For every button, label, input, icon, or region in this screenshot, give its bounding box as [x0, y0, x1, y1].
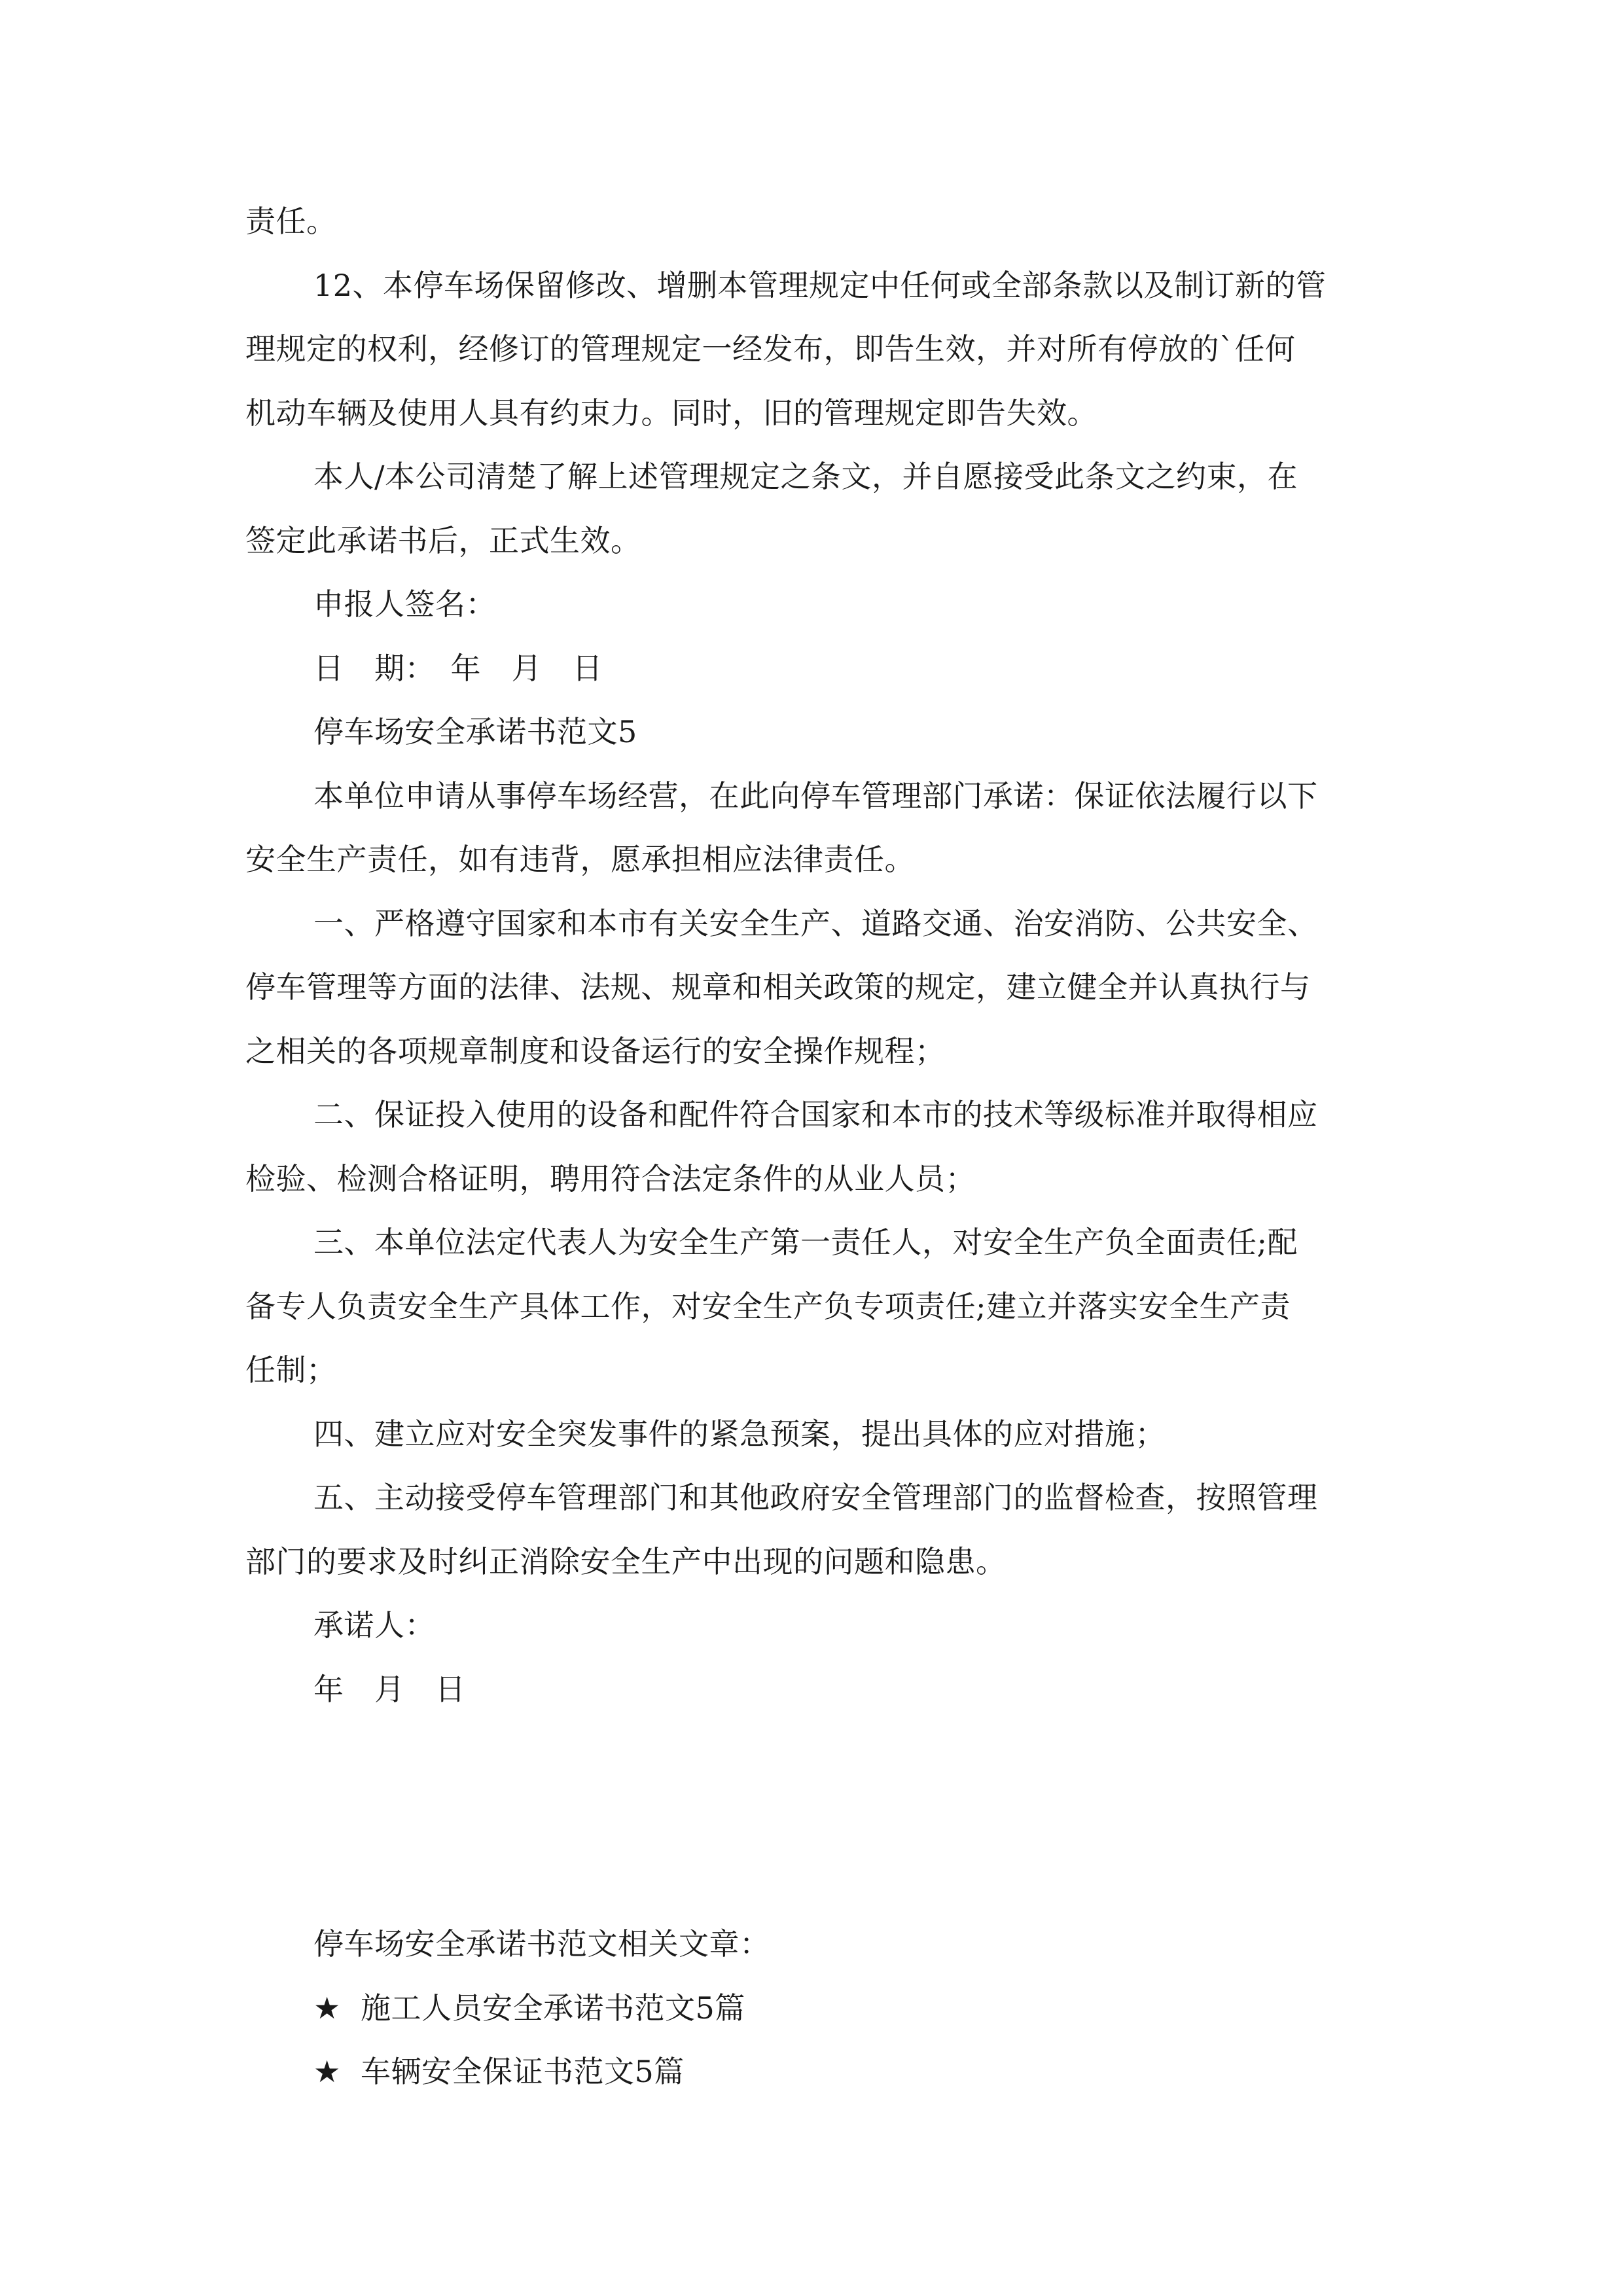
- text-line: 任制；: [245, 1352, 337, 1388]
- related-link-label[interactable]: 车辆安全保证书范文5篇: [361, 2054, 685, 2089]
- text-line: 检验、检测合格证明，聘用符合法定条件的从业人员；: [245, 1160, 976, 1196]
- text-line: 四、建立应对安全突发事件的紧急预案，提出具体的应对措施；: [313, 1416, 1166, 1452]
- text-line: 理规定的权利，经修订的管理规定一经发布，即告生效，并对所有停放的`任何: [245, 331, 1296, 367]
- star-icon: ★: [313, 2054, 341, 2089]
- text-line: 五、主动接受停车管理部门和其他政府安全管理部门的监督检查，按照管理: [313, 1480, 1318, 1515]
- text-line: 一、严格遵守国家和本市有关安全生产、道路交通、治安消防、公共安全、: [313, 905, 1318, 941]
- star-icon: ★: [313, 1990, 341, 2026]
- signature-label: 申报人签名：: [313, 586, 496, 622]
- text-line: 三、本单位法定代表人为安全生产第一责任人，对安全生产负全面责任;配: [313, 1225, 1298, 1260]
- related-link-label[interactable]: 施工人员安全承诺书范文5篇: [361, 1990, 745, 2026]
- text-line: 停车管理等方面的法律、法规、规章和相关政策的规定，建立健全并认真执行与: [245, 969, 1311, 1005]
- date-line: 年 月 日: [313, 1671, 466, 1707]
- related-link[interactable]: [245, 1977, 1381, 2041]
- document-page: [245, 190, 1381, 2104]
- text-line: 签定此承诺书后，正式生效。: [245, 522, 641, 558]
- text-line: 机动车辆及使用人具有约束力。同时，旧的管理规定即告失效。: [245, 395, 1097, 431]
- text-line: 本人/本公司清楚了解上述管理规定之条文，并自愿接受此条文之约束，在: [313, 459, 1298, 494]
- text-line: 安全生产责任，如有违背，愿承担相应法律责任。: [245, 842, 915, 877]
- text-line: 之相关的各项规章制度和设备运行的安全操作规程；: [245, 1033, 946, 1069]
- related-heading: 停车场安全承诺书范文相关文章：: [313, 1926, 770, 1962]
- text-line: 二、保证投入使用的设备和配件符合国家和本市的技术等级标准并取得相应: [313, 1097, 1318, 1132]
- text-line: 责任。: [245, 204, 337, 239]
- related-link[interactable]: [245, 2040, 1381, 2104]
- text-line: 12、本停车场保留修改、增删本管理规定中任何或全部条款以及制订新的管: [313, 267, 1327, 303]
- text-line: 本单位申请从事停车场经营，在此向停车管理部门承诺：保证依法履行以下: [313, 778, 1318, 814]
- spacer: [245, 1721, 1381, 1912]
- section-title: 停车场安全承诺书范文5: [313, 714, 637, 749]
- text-line: 部门的要求及时纠正消除安全生产中出现的问题和隐患。: [245, 1543, 1007, 1579]
- date-line: 日 期： 年 月 日: [313, 650, 603, 686]
- text-line: 备专人负责安全生产具体工作，对安全生产负专项责任;建立并落实安全生产责: [245, 1288, 1291, 1324]
- promisor-label: 承诺人：: [313, 1607, 435, 1643]
